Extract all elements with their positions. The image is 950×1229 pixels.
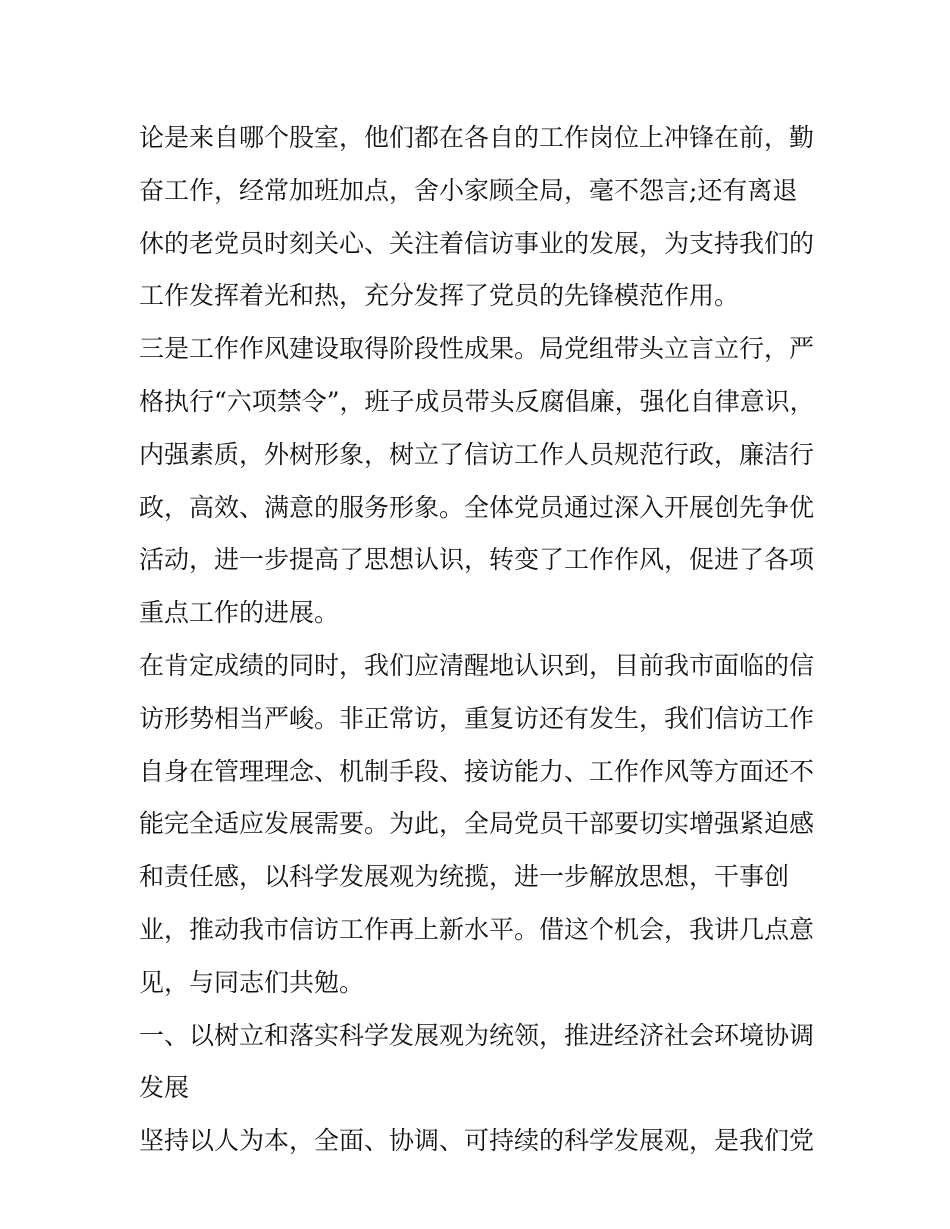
text-line: 一、以树立和落实科学发展观为统领，推进经济社会环境协调 [139,1020,815,1050]
text-line: 业，推动我市信访工作再上新水平。借这个机会，我讲几点意 [139,914,815,944]
text-line: 格执行“六项禁令”，班子成员带头反腐倡廉，强化自律意识， [139,386,815,416]
text-line: 政，高效、满意的服务形象。全体党员通过深入开展创先争优 [139,492,815,522]
text-line: 奋工作，经常加班加点，舍小家顾全局，毫不怨言;还有离退 [139,175,798,205]
text-line: 在肯定成绩的同时，我们应清醒地认识到，目前我市面临的信 [139,650,815,680]
text-line: 休的老党员时刻关心、关注着信访事业的发展，为支持我们的 [139,228,815,258]
text-line: 活动，进一步提高了思想认识，转变了工作作风，促进了各项 [139,545,815,575]
text-line: 重点工作的进展。 [139,598,340,628]
text-line: 三是工作作风建设取得阶段性成果。局党组带头立言立行，严 [139,334,815,364]
text-line: 论是来自哪个股室，他们都在各自的工作岗位上冲锋在前，勤 [139,123,815,152]
text-line: 工作发挥着光和热，充分发挥了党员的先锋模范作用。 [139,281,740,311]
text-line: 坚持以人为本，全面、协调、可持续的科学发展观，是我们党 [139,1126,815,1156]
body-text [139,112,819,1168]
text-line: 内强素质，外树形象，树立了信访工作人员规范行政，廉洁行 [139,439,815,469]
text-line: 能完全适应发展需要。为此，全局党员干部要切实增强紧迫感 [139,809,815,839]
text-line: 发展 [139,1073,190,1103]
text-line: 自身在管理理念、机制手段、接访能力、工作作风等方面还不 [139,756,815,786]
text-line: 见，与同志们共勉。 [139,967,365,997]
text-line: 和责任感，以科学发展观为统揽，进一步解放思想，干事创 [139,862,790,892]
text-line: 访形势相当严峻。非正常访，重复访还有发生，我们信访工作 [139,703,815,733]
